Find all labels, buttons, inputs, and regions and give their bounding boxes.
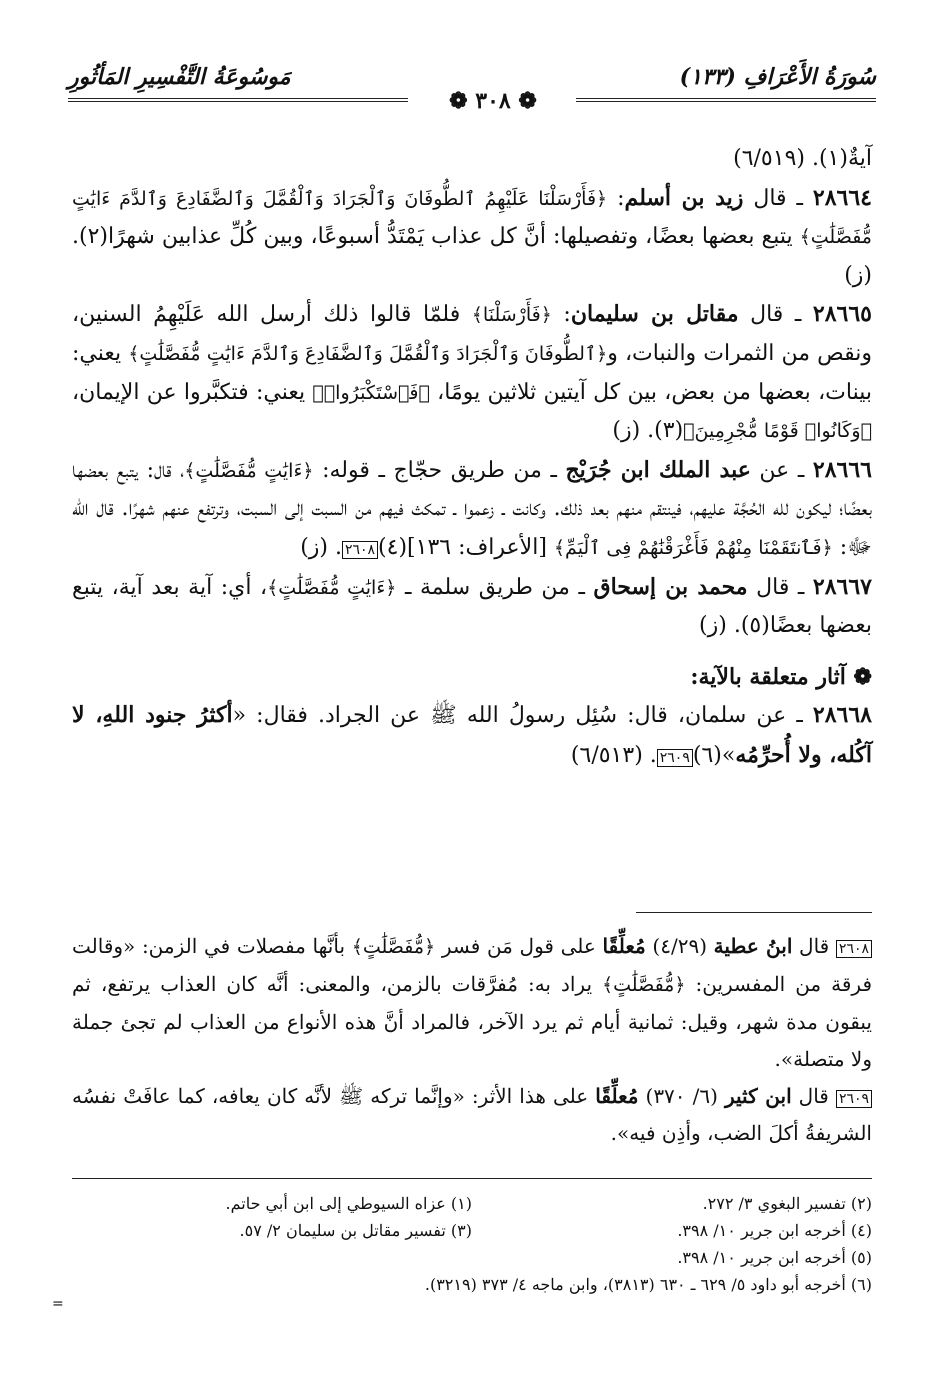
hadith-text: أكثرُ جنود اللهِ، لا آكُله، ولا أُحرِّمُه: [72, 702, 872, 768]
note-ref-box[interactable]: ٢٦٠٨: [342, 541, 378, 559]
paragraph-28667: ٢٨٦٦٧ ـ قال محمد بن إسحاق ـ من طريق سلمة ـ ﴿ءَايَٰتٍ مُّفَصَّلَٰتٍ﴾، أي: آية بعد آية، يتبع بعضها بعضًا(٥). (ز): [72, 573, 872, 639]
header-rule-left: [68, 98, 408, 102]
margin-mark: =: [52, 1296, 64, 1312]
quran-quote: ﴿فَأَرْسَلْنَا عَلَيْهِمُ ٱلطُّوفَانَ وَٱلْجَرَادَ وَٱلْقُمَّلَ وَٱلضَّفَادِعَ وَٱلدَّمَ ءَايَٰتٍ مُّفَصَّلَٰتٍ﴾: [72, 187, 872, 249]
athar-number: ٢٨٦٦٨: [812, 702, 872, 729]
footnote-6: (٦) أخرجه أبو داود ٥/ ٦٢٩ ـ ٦٣٠ (٣٨١٣)، وابن ماجه ٤/ ٣٧٣ (٣٢١٩).: [424, 1275, 872, 1294]
paragraph-28666: ٢٨٦٦٦ ـ عن عبد الملك ابن جُرَيْج ـ من طريق حجّاج ـ قوله: ﴿ءَايَٰتٍ مُّفَصَّلَٰتٍ﴾، قال: يتبع بعضها بعضًا؛ ليكون لله الحُجَّة عليهم، فينتقم منهم بعد ذلك. وكانت ـ زعموا ـ تمكث فيهم من السبت إلى السبت، وترتفع عنهم شهرًا. قال الله ﷻ: ﴿فَٱنتَقَمْنَا مِنْهُمْ فَأَغْرَقْنَٰهُمْ فِى ٱلْيَمِّ﴾ [الأعراف: ١٣٦](٤)٢٦٠٨. (ز): [72, 456, 872, 560]
quran-quote: ﴿ءَايَٰتٍ مُّفَصَّلَٰتٍ﴾: [184, 459, 314, 482]
quran-quote: ﴿فَٱنتَقَمْنَا مِنْهُمْ فَأَغْرَقْنَٰهُمْ فِى ٱلْيَمِّ﴾: [553, 536, 833, 559]
athar-number: ٢٨٦٦٥: [812, 301, 872, 328]
commenting-label: مُعلِّقًا: [595, 1084, 639, 1108]
notes-separator: [636, 912, 872, 913]
note-ref-box[interactable]: ٢٦٠٩: [657, 749, 693, 767]
footnote-1: (١) عزاه السيوطي إلى ابن أبي حاتم.: [225, 1194, 472, 1213]
narrator-name: عبد الملك ابن جُرَيْج: [565, 456, 751, 483]
quran-quote: ﴿ءَايَٰتٍ مُّفَصَّلَٰتٍ﴾: [267, 576, 397, 599]
footnote-row: [72, 1190, 872, 1217]
footnote-row: [72, 1217, 872, 1244]
quran-quote: ﴿مُّفَصَّلَٰتٍ﴾: [351, 936, 436, 958]
quran-quote: ﴿وَكَانُوا۟ قَوْمًا مُّجْرِمِينَ﴾: [683, 420, 872, 443]
athar-number: ٢٨٦٦٤: [812, 184, 872, 211]
scholar-name: ابن كثير: [724, 1084, 792, 1108]
commenting-label: مُعلِّقًا: [602, 934, 646, 958]
note-number-box: ٢٦٠٨: [836, 940, 872, 958]
note-2609: ٢٦٠٩ قال ابن كثير (٦/ ٣٧٠) مُعلِّقًا على هذا الأثر: «وإنَّما تركه ﷺ لأنَّه كان يعافه، كما عافَتْ نفسُه الشريفةُ أكلَ الضب، وأذِن فيه».: [72, 1084, 872, 1145]
note-number-box: ٢٦٠٩: [836, 1090, 872, 1108]
footnote-5: (٥) أخرجه ابن جرير ١٠/ ٣٩٨.: [677, 1248, 872, 1267]
page-header: [68, 64, 876, 114]
footnotes: [72, 1190, 872, 1298]
paragraph-28665: ٢٨٦٦٥ ـ قال مقاتل بن سليمان: ﴿فَأَرْسَلْنَا﴾ فلمّا قالوا ذلك أرسل الله عَلَيْهِمُ السنين، ونقص من الثمرات والنبات، و﴿ٱلطُّوفَانَ وَٱلْجَرَادَ وَٱلْقُمَّلَ وَٱلضَّفَادِعَ وَٱلدَّمَ ءَايَٰتٍ مُّفَصَّلَٰتٍ﴾ يعني: بينات، بعضها من بعض، بين كل آيتين ثلاثين يومًا، ﴿فَٱسْتَكْبَرُوا۟﴾ يعني: فتكبَّروا عن الإيمان، ﴿وَكَانُوا۟ قَوْمًا مُّجْرِمِينَ﴾(٣). (ز): [72, 301, 872, 444]
footnote-2: (٢) تفسير البغوي ٣/ ٢٧٢.: [702, 1194, 872, 1213]
paragraph-28668: ٢٨٦٦٨ ـ عن سلمان، قال: سُئِل رسولُ الله ﷺ عن الجراد. فقال: «أكثرُ جنود اللهِ، لا آكُله، ولا أُحرِّمُه»(٦)٢٦٠٩. (٦/٥١٣): [72, 702, 872, 768]
athar-number: ٢٨٦٦٦: [812, 456, 872, 483]
section-heading: ❁ آثار متعلقة بالآية:: [690, 663, 872, 690]
footnote-4: (٤) أخرجه ابن جرير ١٠/ ٣٩٨.: [677, 1221, 872, 1240]
page-number: ❁ ٣٠٨ ❁: [449, 88, 537, 114]
book-title: مَوسُوعَةُ التَّفْسِيرِ المَأثُورِ: [68, 64, 291, 90]
narrator-name: مقاتل بن سليمان: [570, 301, 739, 328]
quran-quote: ﴿فَٱسْتَكْبَرُوا۟﴾: [312, 381, 430, 404]
paragraph-28664: ٢٨٦٦٤ ـ قال زيد بن أسلم: ﴿فَأَرْسَلْنَا عَلَيْهِمُ ٱلطُّوفَانَ وَٱلْجَرَادَ وَٱلْقُمَّلَ وَٱلضَّفَادِعَ وَٱلدَّمَ ءَايَٰتٍ مُّفَصَّلَٰتٍ﴾ يتبع بعضها بعضًا، وتفصيلها: أنَّ كل عذاب يَمْتَدُّ أسبوعًا، وبين كُلِّ عذابين شهرًا(٢). (ز): [72, 184, 872, 288]
narrator-name: زيد بن أسلم: [624, 184, 744, 211]
note-2608: ٢٦٠٨ قال ابنُ عطية (٤/٢٩) مُعلِّقًا على قول مَن فسر ﴿مُّفَصَّلَٰتٍ﴾ بأنَّها مفصلات في الزمن: «وقالت فرقة من المفسرين: ﴿مُّفَصَّلَٰتٍ﴾ يراد به: مُفرَّقات بالزمن، والمعنى: أنَّه كان العذاب يرتفع، ثم يبقون مدة شهر، وقيل: ثمانية أيام ثم يرد الآخر، فالمراد أنَّ هذه الأنواع من العذاب لم تجئ جملة ولا متصلة».: [72, 934, 873, 1071]
footnote-3: (٣) تفسير مقاتل بن سليمان ٢/ ٥٧.: [239, 1221, 472, 1240]
narrator-name: محمد بن إسحاق: [593, 573, 748, 600]
header-rule-right: [576, 98, 876, 102]
footnotes-separator: [72, 1178, 872, 1179]
commentary-notes: [72, 928, 872, 1152]
quran-quote: ﴿فَأَرْسَلْنَا﴾: [471, 304, 552, 327]
quran-quote: ﴿ٱلطُّوفَانَ وَٱلْجَرَادَ وَٱلْقُمَّلَ وَٱلضَّفَادِعَ وَٱلدَّمَ ءَايَٰتٍ مُّفَصَّلَٰتٍ﴾: [128, 342, 608, 365]
scholar-name: ابنُ عطية: [713, 934, 793, 958]
main-text: [72, 140, 872, 776]
quran-quote: ﴿مُّفَصَّلَٰتٍ﴾: [602, 974, 686, 996]
athar-number: ٢٨٦٦٧: [812, 573, 872, 600]
paragraph-0: آيةٌ(١). (٦/٥١٩): [733, 146, 872, 171]
surah-title: سُورَةُ الأَعْرَافِ (١٣٣): [679, 64, 876, 90]
